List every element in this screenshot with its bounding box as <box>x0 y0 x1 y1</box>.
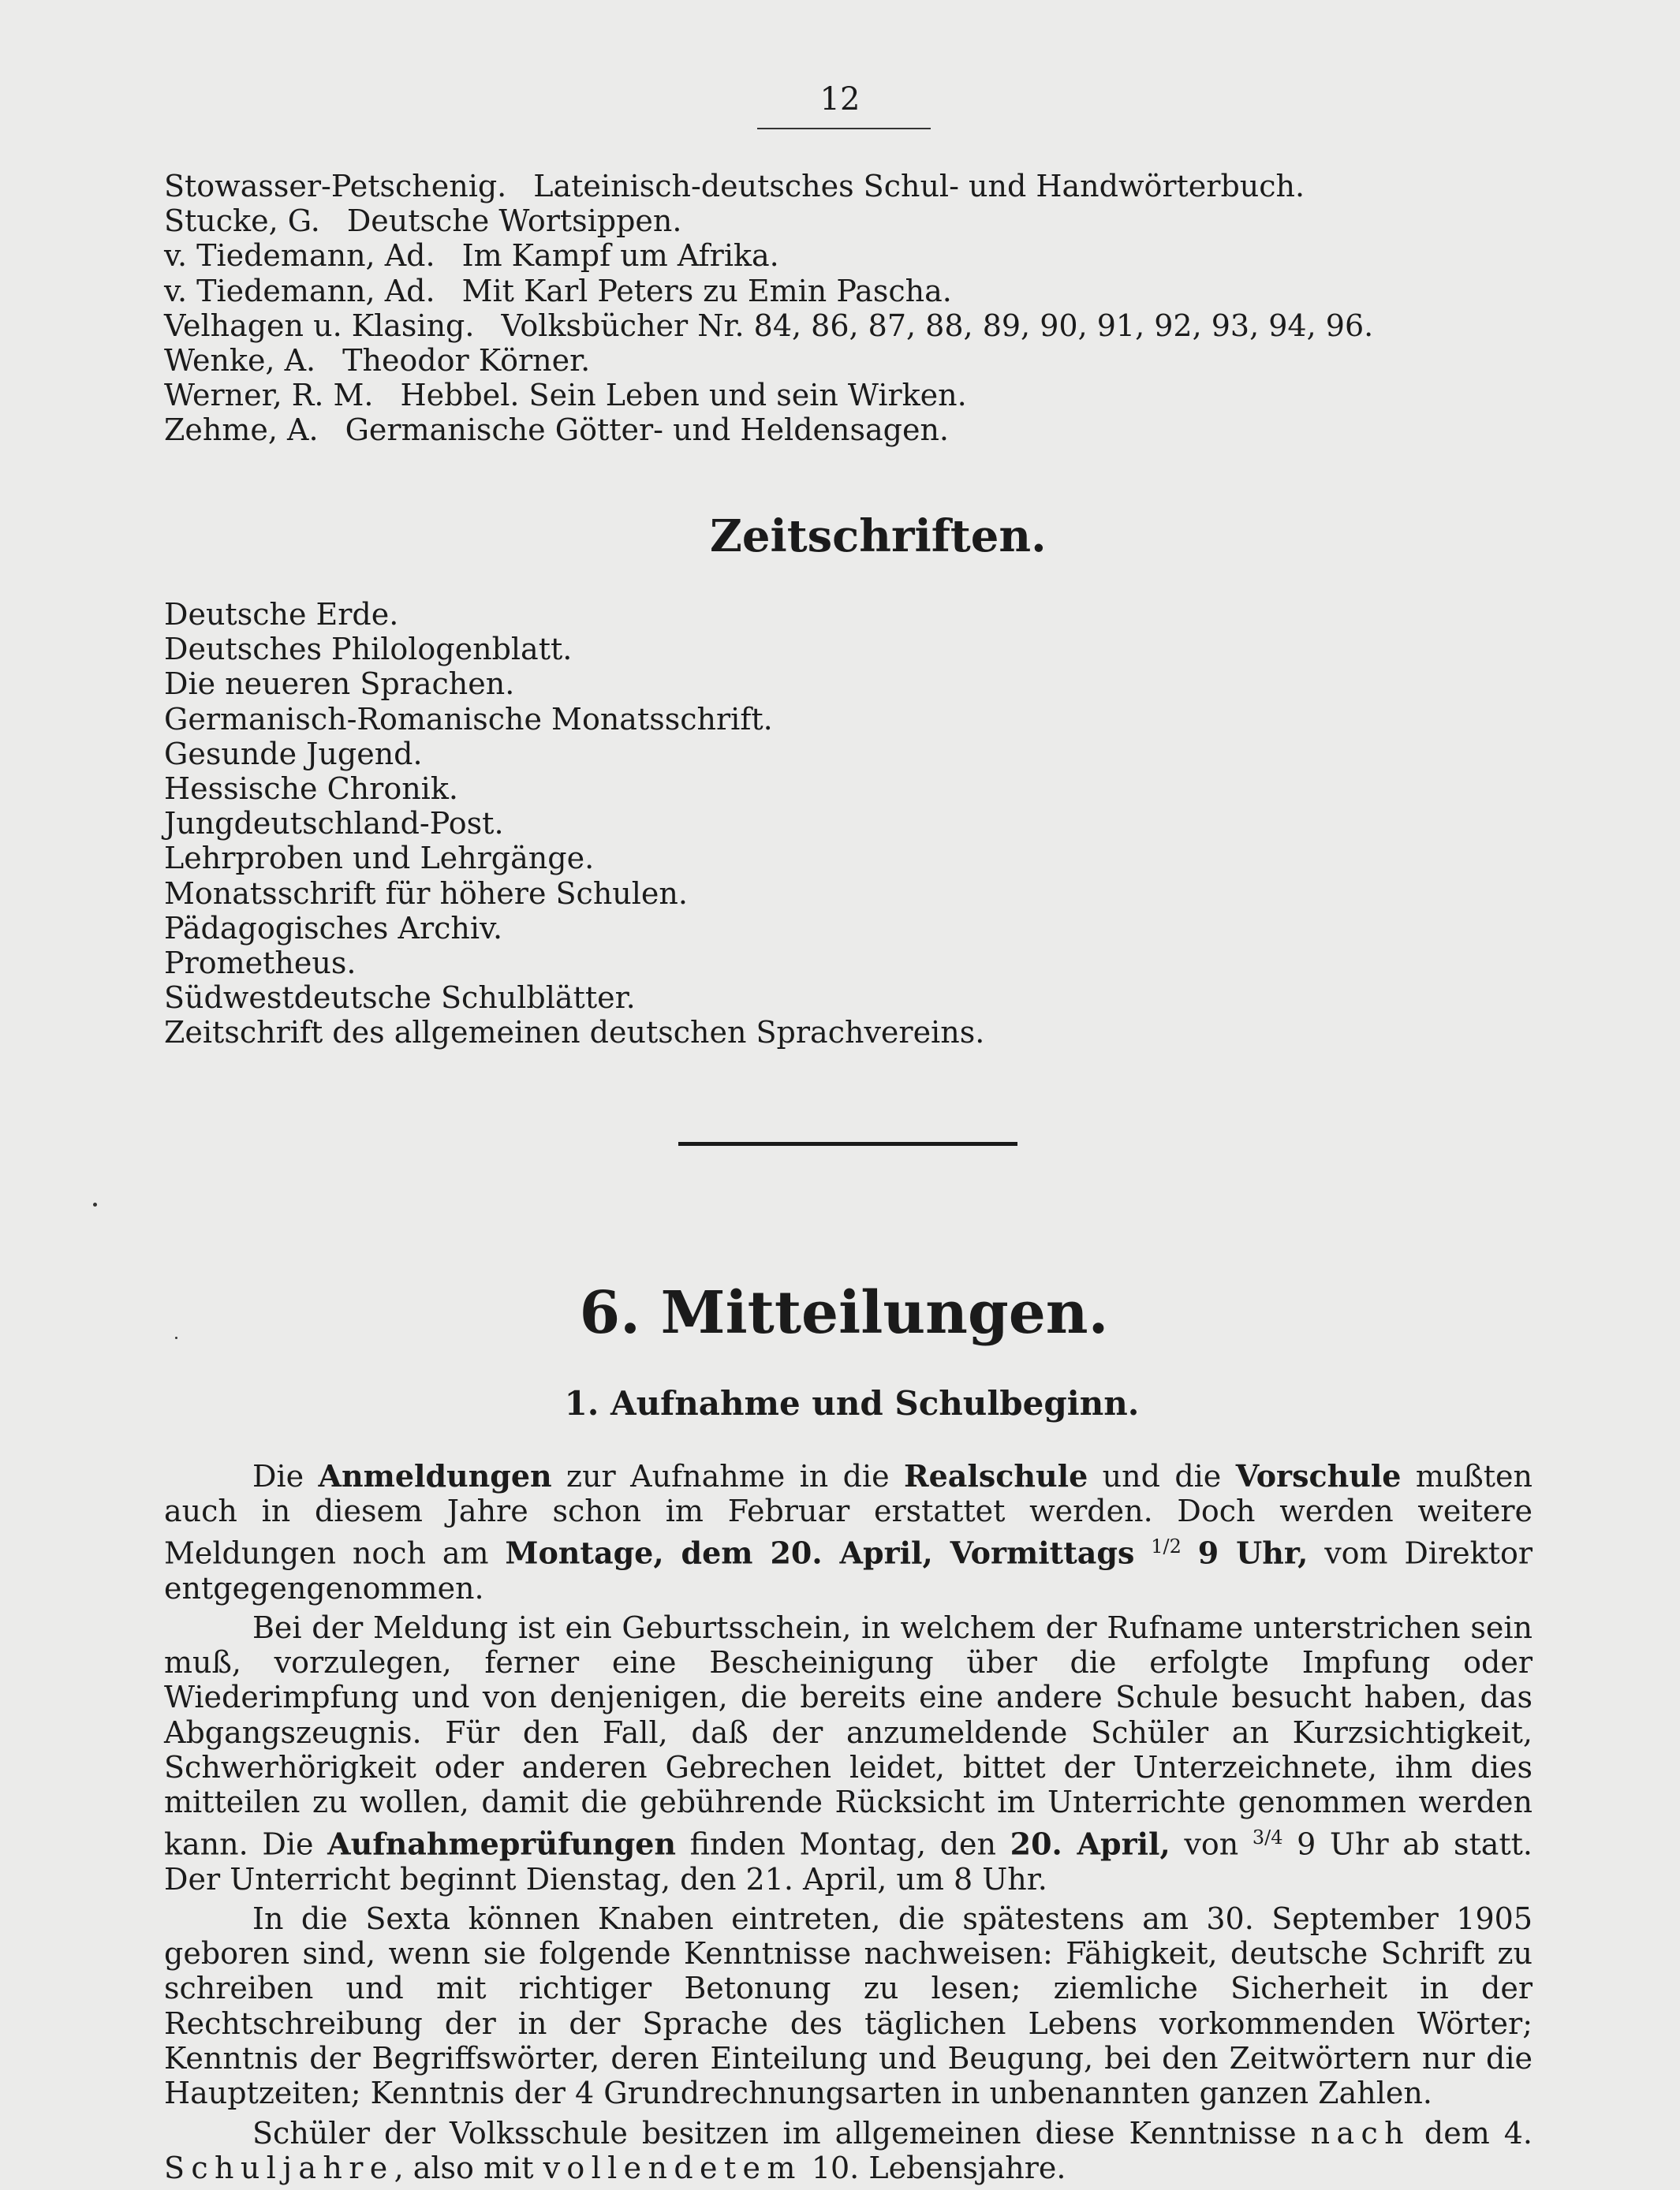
paper-speck <box>93 1203 97 1207</box>
fraction-half: 1/2 <box>1151 1535 1182 1558</box>
journal-entry: Die neueren Sprachen. <box>164 666 515 702</box>
section-body <box>164 1459 1533 2190</box>
book-entry <box>164 169 1373 203</box>
book-author: v. Tiedemann, Ad. <box>164 238 435 274</box>
book-title: Theodor Körner. <box>342 343 591 379</box>
page-number: 12 <box>819 81 861 118</box>
subsection-heading: 1. Aufnahme und Schulbeginn. <box>564 1384 1140 1423</box>
journal-entry: Pädagogisches Archiv. <box>164 910 503 946</box>
book-entry <box>164 412 1373 447</box>
book-entry <box>164 378 1373 412</box>
fraction-three-quarters: 3/4 <box>1252 1826 1283 1849</box>
journal-entry: Jungdeutschland-Post. <box>164 806 504 841</box>
journal-entry: Gesunde Jugend. <box>164 736 423 771</box>
journal-entry: Germanisch-Romanische Monatsschrift. <box>164 701 773 737</box>
journals-heading: Zeitschriften. <box>710 510 1047 562</box>
book-title: Hebbel. Sein Leben und sein Wirken. <box>400 378 967 413</box>
book-entry <box>164 203 1373 238</box>
book-author: Wenke, A. <box>164 343 316 379</box>
book-author: Zehme, A. <box>164 412 319 448</box>
book-author: Velhagen u. Klasing. <box>164 308 475 343</box>
book-title: Volksbücher Nr. 84, 86, 87, 88, 89, 90, 91, 92, 93, 94, 96. <box>501 308 1374 343</box>
book-author: Stucke, G. <box>164 203 320 239</box>
paragraph-volksschule: Schüler der Volksschule besitzen im allgemeinen diese Kenntnisse nach dem 4. Schuljahre, also mit vollendetem 10. Lebensjahre. <box>164 2115 1533 2185</box>
section-heading: 6. Mitteilungen. <box>579 1279 1109 1347</box>
book-author: Werner, R. M. <box>164 378 374 413</box>
journal-entry: Lehrproben und Lehrgänge. <box>164 841 595 876</box>
book-title: Im Kampf um Afrika. <box>461 238 779 274</box>
journal-entry: Südwestdeutsche Schulblätter. <box>164 980 636 1016</box>
journal-entry: Zeitschrift des allgemeinen deutschen Sprachvereins. <box>164 1015 985 1050</box>
book-author: Stowasser-Petschenig. <box>164 169 507 203</box>
book-entry <box>164 274 1373 308</box>
journal-entry: Prometheus. <box>164 946 357 981</box>
page-number-rule <box>757 128 931 129</box>
book-title: Deutsche Wortsippen. <box>346 203 682 239</box>
book-title: Lateinisch-deutsches Schul- und Handwörterbuch. <box>533 169 1305 203</box>
book-list <box>164 169 1373 448</box>
journal-entry: Monatsschrift für höhere Schulen. <box>164 875 688 911</box>
paragraph-sexta-requirements: In die Sexta können Knaben eintreten, die spätestens am 30. September 1905 geboren sind, wenn sie folgende Kenntnisse nachweisen: Fähigkeit, deutsche Schrift zu schreiben und mit richtiger Betonung zu lesen; ziemliche Sicherheit in der Rechtschreibung der in der Sprache des täglichen Lebens vorkommenden Wörter; Kenntnis der Begriffswörter, deren Einteilung und Beugung, bei den Zeitwörtern nur die Hauptzeiten; Kenntnis der 4 Grundrechnungsarten in unbenannten ganzen Zahlen. <box>164 1901 1533 2111</box>
book-author: v. Tiedemann, Ad. <box>164 273 435 308</box>
journal-entry: Deutsches Philologenblatt. <box>164 632 573 667</box>
book-entry <box>164 308 1373 343</box>
book-entry <box>164 343 1373 378</box>
journal-entry: Hessische Chronik. <box>164 771 458 807</box>
book-title: Germanische Götter- und Heldensagen. <box>345 412 950 448</box>
journal-list <box>164 597 984 1050</box>
paper-speck <box>175 1337 177 1339</box>
paragraph-registration: Die Anmeldungen zur Aufnahme in die Realschule und die Vorschule mußten auch in diesem Jahre schon im Februar erstattet werden. Doch werden weitere Meldungen noch am Montage, dem 20. April, Vormittags $^{1/2}$ 9 Uhr, vom Direktor entgegengenommen. <box>164 1458 1533 1606</box>
book-entry <box>164 238 1373 273</box>
book-title: Mit Karl Peters zu Emin Pascha. <box>461 273 952 308</box>
section-divider <box>678 1142 1017 1146</box>
paragraph-documents: Bei der Meldung ist ein Geburtsschein, in welchem der Rufname unterstrichen sein muß, vorzulegen, ferner eine Bescheinigung über die erfolgte Impfung oder Wiederimpfung und von denjenigen, die bereits eine andere Schule besucht haben, das Abgangszeugnis. Für den Fall, daß der anzumeldende Schüler an Kurzsichtigkeit, Schwerhörigkeit oder anderen Gebrechen leidet, bittet der Unterzeichnete, ihm dies mitteilen zu wollen, damit die gebührende Rücksicht im Unterrichte genommen werden kann. Die Aufnahmeprüfungen finden Montag, den 20. April, von $^{3/4}$ 9 Uhr ab statt. Der Unterricht beginnt Dienstag, den 21. April, um 8 Uhr. <box>164 1610 1533 1897</box>
journal-entry: Deutsche Erde. <box>164 597 399 632</box>
